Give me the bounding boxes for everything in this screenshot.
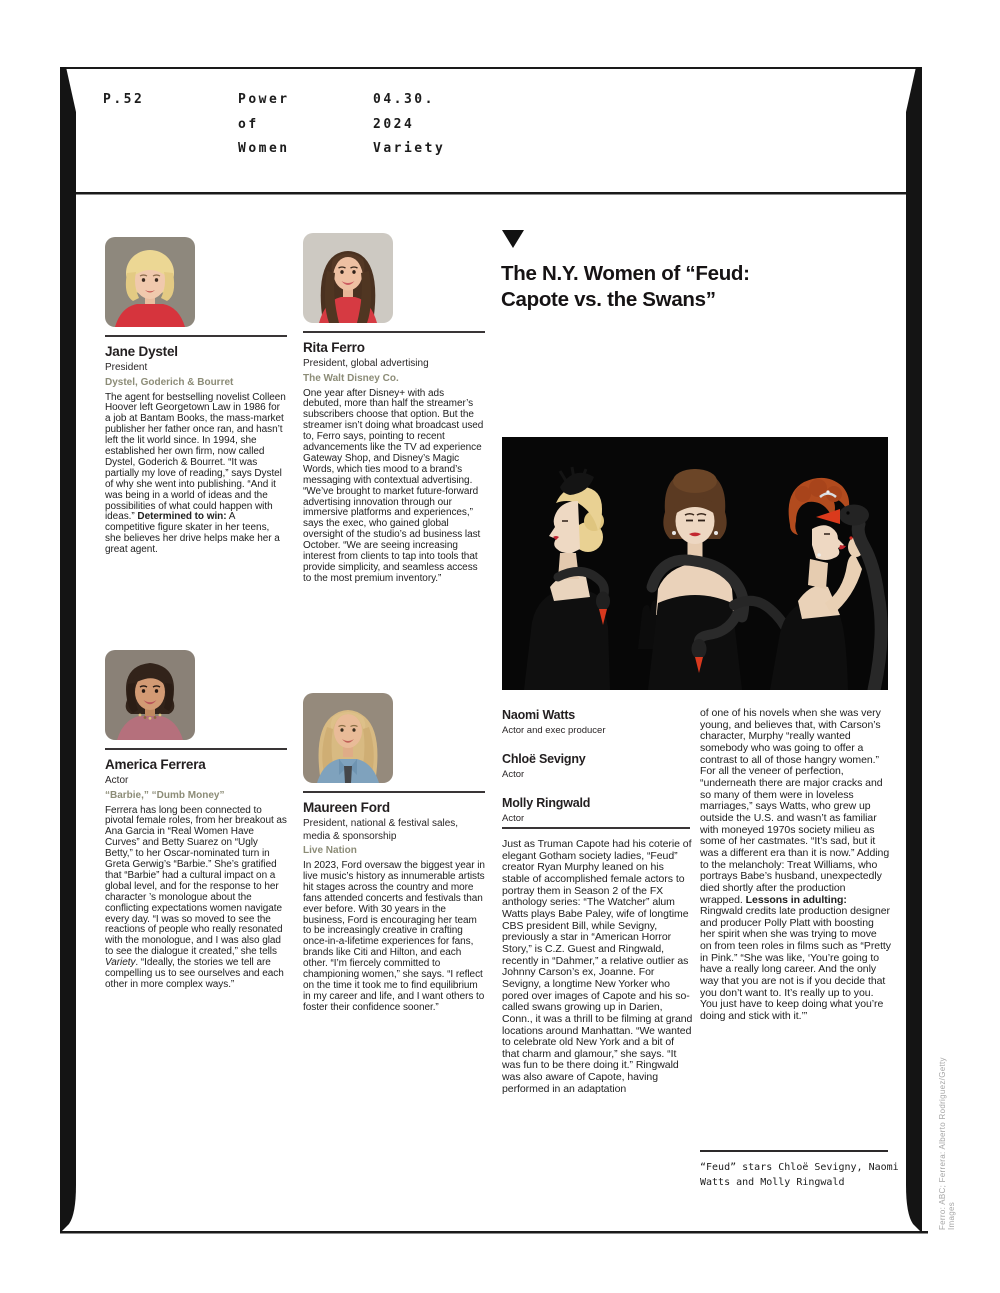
issue-date-line: Variety: [373, 141, 446, 156]
profile-name: Jane Dystel: [105, 344, 178, 359]
profile-role: President, global advertising: [303, 358, 429, 369]
article-column-2: of one of his novels when she was very young, and believes that, with Carson’s character, Murphy “really wanted somebody who was going to offer a contrast to all of those hangry women.” For all the veneer of perfection, “underneath there are major cracks and so many of them were in loveless marriages,” says Watts, who grew up outside the U.S. and wasn’t as familiar with moneyed 1970s society milieu as some of her castmates. “It’s sad, but it was a different era than it is now.” Adding to the melancholy: Treat Williams, who portrays Babe’s husband, unexpectedly died shortly after the production wrapped. Lessons in adulting: Ringwald credits late production designer and producer Polly Platt with boosting her spirit when she was trying to move on from teen roles in films such as “Pretty in Pink.” “She was like, ‘You’re going to have a really long career. And the only way that you are not is if you decide that you don’t want to. It’s really up to you. You just have to keep doing what you’re doing and stick with it.’”: [700, 707, 892, 1023]
cast-entry-naomi-watts: [502, 708, 690, 736]
feud-cast-photo: [502, 437, 888, 690]
cast-name: Naomi Watts: [502, 708, 576, 722]
profile-role: Actor: [105, 775, 129, 786]
profile-card-maureen-ford: [303, 693, 485, 1014]
jane-dystel-headshot-photo: [105, 237, 195, 327]
maureen-ford-headshot-photo: [303, 693, 393, 783]
profile-company: The Walt Disney Co.: [303, 372, 399, 384]
cast-name: Chloë Sevigny: [502, 752, 586, 766]
feature-headline: [501, 261, 831, 313]
profile-role: President, national & festival sales, media & sponsorship: [303, 818, 459, 842]
profile-card-rita-ferro: [303, 233, 485, 585]
cast-role: Actor: [502, 813, 525, 824]
issue-date-line: 2024: [373, 116, 415, 132]
profile-name: Maureen Ford: [303, 800, 390, 815]
profile-card-america-ferrera: [105, 650, 287, 991]
card-rule: [303, 791, 485, 793]
profile-company: Live Nation: [303, 845, 357, 856]
issue-title-line: Women: [238, 141, 290, 156]
card-rule: [105, 748, 287, 750]
profile-bio: Ferrera has long been connected to pivotal female roles, from her breakout as Ana Garcia in “Real Women Have Curves” and Betty Suarez on “Ugly Betty,” to her Oscar-nominated turn in Greta Gerwig’s “Barbie.” She’s gratified that “Barbie” had a cultural impact on a global level, and for the response to her character ’s monologue about the conflicting expectations women navigate every day. “I was so moved to see the reactions of people who really resonated with the monologue, and I was also glad to see the dialogue it created,” she tells Variety. “Ideally, the stories we tell are compelling us to see ourselves and each other in more complex ways.”: [105, 804, 287, 990]
profile-bio: The agent for bestselling novelist Colleen Hoover left Georgetown Law in 1986 for a job at Bantam Books, the mass-market publisher her father once ran, and hasn’t left the lit world since. In 1994, she established her own firm, now called Dystel, Goderich & Bourret. “It was partially my love of reading,” says Dystel of why she went into publishing. “And it was being in a world of ideas and the possibilities of what could happen with ideas.” Determined to win: A competitive figure skater in her teens, she believes her drive helps make her a great agent.: [105, 391, 286, 556]
issue-title: [238, 88, 290, 162]
rita-ferro-headshot-photo: [303, 233, 393, 323]
profile-name: America Ferrera: [105, 757, 206, 772]
profile-bio: One year after Disney+ with ads debuted, more than half the streamer’s subscribers choose that option. But the streamer isn’t doing what broadcast used to, Ferro says, pointing to recent advancements like the TV ad experience Gateway Shop, and Disney’s Magic Words, which ties mood to a brand’s messaging with contextual advertising. “We’ve brought to market future-forward advertising innovation through our immersive platforms and experiences,” says the exec, who gained global oversight of the studio’s ad business last October. “We are seeing increasing interest from clients to tap into tools that provide simplicity, and seamless access to the most premium inventory.”: [303, 387, 484, 584]
cast-name: Molly Ringwald: [502, 796, 591, 810]
caption-rule: [700, 1150, 888, 1152]
card-rule: [303, 331, 485, 333]
cast-list-rule: [502, 827, 690, 829]
america-ferrera-headshot-photo: [105, 650, 195, 740]
cast-entry-molly-ringwald: [502, 796, 690, 824]
down-triangle-icon: [502, 230, 524, 248]
profile-bio: In 2023, Ford oversaw the biggest year in live music’s history as innumerable artists hit stages across the country and more fans attended concerts and festivals than ever before. With 30 years in the business, Ford is encouraging her team to be increasingly creative in crafting once-in-a-lifetime experiences for fans, brands like Citi and Hilton, and each other. “I’m fiercely committed to championing women,” she says. “I reflect on the time it took me to find equilibrium in my career and life, and I want others to foster their confidence sooner.”: [303, 860, 485, 1013]
article-column-1: Just as Truman Capote had his coterie of elegant Gotham society ladies, “Feud” creator Ryan Murphy leaned on his stable of accomplished female actors to portray them in Season 2 of the FX anthology series: “The Watcher” alum Watts plays Babe Paley, wife of longtime CBS president Bill, while Sevigny, previously a star in “American Horror Story,” is C.Z. Guest and Ringwald, recently in “Dahmer,” a relative outlier as Johnny Carson’s ex, Joanne. For Sevigny, a longtime New Yorker who pored over images of Capote and his so-called swans growing up in Darien, Conn., it was a thrill to be filming at grand locations around Manhattan. “We wanted to celebrate old New York and a bit of that charm and glamour,” she says. “It was fun to be there doing it.” Ringwald was also aware of Capote, having performed in an adaptation: [502, 838, 693, 1095]
headline-line: The N.Y. Women of “Feud:: [501, 262, 750, 285]
cast-list: [502, 708, 690, 840]
page-number: P.52: [103, 92, 145, 107]
issue-date-line: 04.30.: [373, 92, 435, 107]
profile-card-jane-dystel: [105, 237, 287, 556]
photo-caption: “Feud” stars Chloë Sevigny, Naomi Watts and Molly Ringwald: [700, 1162, 899, 1188]
headline-line: Capote vs. the Swans”: [501, 288, 716, 311]
profile-name: Rita Ferro: [303, 340, 365, 355]
profile-role: President: [105, 362, 148, 373]
profile-company: “Barbie,” “Dumb Money”: [105, 789, 225, 801]
issue-title-line: Power: [238, 92, 290, 107]
cast-role: Actor: [502, 769, 525, 780]
photo-credit: Ferro: ABC; Ferrera: Alberto Rodriguez/Getty Images: [938, 1057, 956, 1230]
card-rule: [105, 335, 287, 337]
profile-company: Dystel, Goderich & Bourret: [105, 376, 234, 388]
cast-entry-chloe-sevigny: [502, 752, 690, 780]
issue-date: [373, 88, 445, 162]
cast-role: Actor and exec producer: [502, 725, 606, 736]
issue-title-line: of: [238, 116, 259, 132]
